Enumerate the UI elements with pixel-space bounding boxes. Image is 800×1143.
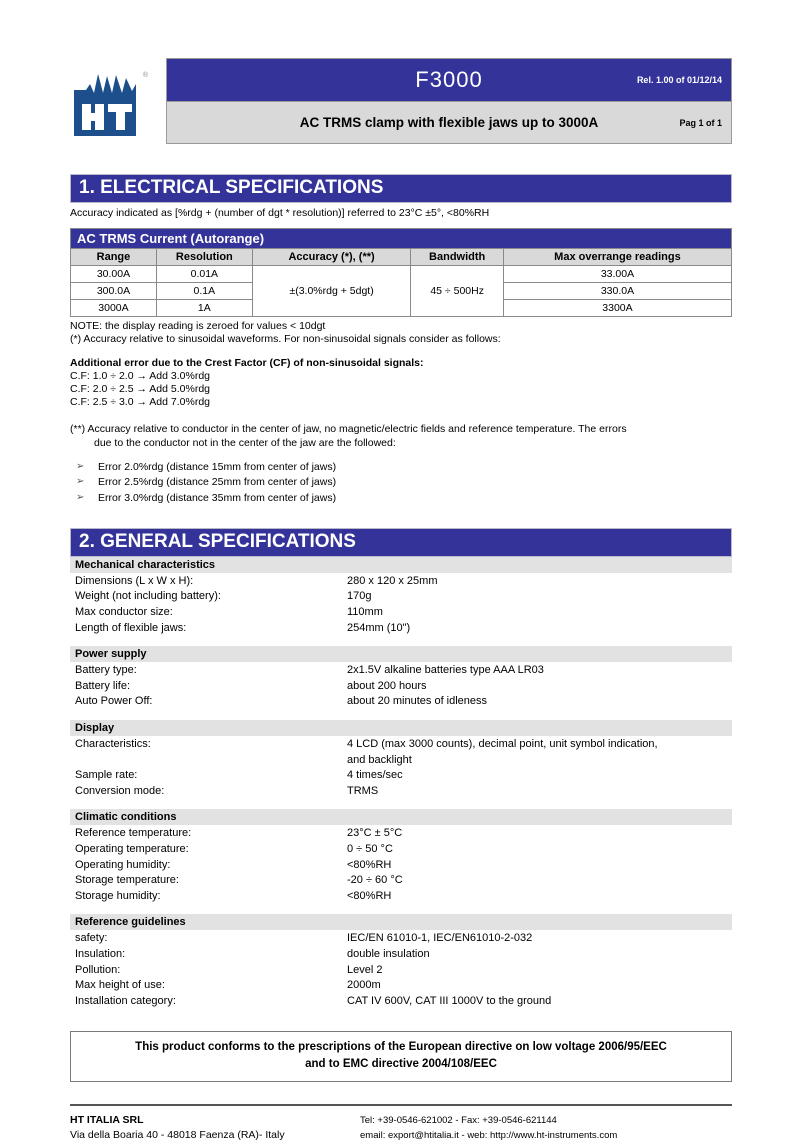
spec-label: Pollution: (75, 963, 121, 976)
section-heading-electrical: 1. ELECTRICAL SPECIFICATIONS (70, 174, 732, 203)
spec-row (70, 768, 732, 784)
spec-label: Sample rate: (75, 769, 138, 782)
title-block (166, 58, 732, 144)
contact-phone-fax: Tel: +39-0546-621002 - Fax: +39-0546-621144 (360, 1114, 557, 1126)
cell-resolution: 1A (156, 299, 252, 316)
list-item (70, 460, 732, 475)
crest-factor-line: C.F: 1.0 ÷ 2.0 → Add 3.0%rdg (70, 369, 211, 382)
section-heading-general: 2. GENERAL SPECIFICATIONS (70, 528, 732, 557)
spec-row (70, 737, 732, 768)
spec-value: 4 times/sec (347, 769, 403, 782)
arrow-bullet-icon: ➢ (76, 491, 85, 503)
spec-value: 0 ÷ 50 °C (347, 843, 393, 855)
registered-trademark-icon: ® (142, 72, 148, 79)
footer-divider (70, 1104, 732, 1106)
conformity-line2: and to EMC directive 2004/108/EEC (305, 1058, 497, 1071)
spec-label: Auto Power Off: (75, 695, 153, 708)
group-rows-mechanical (70, 574, 732, 636)
group-heading-reference-guidelines: Reference guidelines (70, 914, 732, 930)
group-heading-climatic: Climatic conditions (70, 809, 732, 825)
conformity-box (70, 1031, 732, 1081)
column-header-resolution: Resolution (156, 248, 252, 265)
group-rows-display (70, 737, 732, 799)
spec-row (70, 694, 732, 710)
spec-label: Dimensions (L x W x H): (75, 574, 194, 587)
list-item (70, 491, 732, 506)
spec-label: Weight (not including battery): (75, 590, 221, 603)
cell-range: 300.0A (71, 282, 157, 299)
spec-label: Storage humidity: (75, 889, 161, 902)
spec-label: Battery life: (75, 679, 131, 692)
arrow-bullet-icon: ➢ (76, 476, 85, 488)
cell-overrange: 3300A (503, 299, 731, 316)
spec-label: Characteristics: (75, 737, 151, 750)
cell-resolution: 0.1A (156, 282, 252, 299)
group-rows-power-supply (70, 663, 732, 710)
footer-contact-block (360, 1113, 732, 1143)
spec-row (70, 621, 732, 637)
title-top-bar (167, 59, 731, 101)
cell-overrange: 33.00A (503, 265, 731, 282)
masthead (70, 58, 732, 144)
spec-label: Operating humidity: (75, 858, 171, 871)
product-subtitle: AC TRMS clamp with flexible jaws up to 3000A (299, 115, 599, 130)
spec-value: 23°C ± 5°C (347, 827, 403, 840)
column-header-accuracy: Accuracy (*), (**) (252, 248, 411, 265)
crest-factor-line: C.F: 2.0 ÷ 2.5 → Add 5.0%rdg (70, 382, 211, 395)
list-item-label: Error 2.0%rdg (distance 15mm from center of jaws) (98, 461, 337, 474)
spec-row (70, 784, 732, 800)
spec-row (70, 931, 732, 947)
table-row (71, 265, 732, 282)
spec-value: TRMS (347, 784, 379, 797)
spec-row (70, 963, 732, 979)
spec-label: Max height of use: (75, 979, 165, 992)
contact-email-web: email: export@htitalia.it - web: http://www.ht-instruments.com (360, 1129, 618, 1141)
spec-value: 110mm (347, 605, 383, 618)
spec-label: Installation category: (75, 994, 176, 1007)
spec-label: safety: (75, 932, 108, 945)
footer (70, 1113, 732, 1143)
spec-label: Storage temperature: (75, 874, 179, 887)
arrow-bullet-icon: ➢ (76, 461, 85, 473)
title-bottom-bar (167, 101, 731, 143)
group-heading-mechanical: Mechanical characteristics (70, 557, 732, 573)
table-header-row (71, 248, 732, 265)
spec-value (347, 737, 732, 768)
note-conductor-line1: (**) Accuracy relative to conductor in the center of jaw, no magnetic/electric fields and reference temperature. The errors (70, 422, 627, 435)
ac-trms-current-table (70, 248, 732, 317)
conductor-error-list (70, 460, 732, 506)
spec-value: 2x1.5V alkaline batteries type AAA LR03 (347, 664, 544, 677)
spec-value-line2: and backlight (347, 753, 412, 766)
note-conductor-line2: due to the conductor not in the center of the jaw are the followed: (94, 437, 396, 450)
product-model: F3000 (415, 67, 483, 92)
spec-value: <80%RH (347, 858, 392, 871)
cell-bandwidth-merged: 45 ÷ 500Hz (411, 265, 504, 316)
spec-row (70, 663, 732, 679)
spec-value-line1: 4 LCD (max 3000 counts), decimal point, unit symbol indication, (347, 737, 658, 750)
spec-value: -20 ÷ 60 °C (347, 874, 403, 887)
spec-value: 2000m (347, 979, 381, 992)
brand-logo (70, 58, 166, 144)
list-item (70, 475, 732, 490)
cell-range: 3000A (71, 299, 157, 316)
group-heading-display: Display (70, 720, 732, 736)
column-header-range: Range (71, 248, 157, 265)
spec-value: double insulation (347, 948, 430, 961)
spec-value: about 200 hours (347, 679, 427, 692)
ht-logo-icon (70, 60, 148, 138)
group-heading-power-supply: Power supply (70, 646, 732, 662)
spec-value: 280 x 120 x 25mm (347, 574, 438, 587)
spec-row (70, 994, 732, 1010)
column-header-bandwidth: Bandwidth (411, 248, 504, 265)
spec-row (70, 947, 732, 963)
accuracy-definition-note: Accuracy indicated as [%rdg + (number of dgt * resolution)] referred to 23°C ±5°, <80%RH (70, 206, 490, 219)
spec-row (70, 889, 732, 905)
spec-row (70, 858, 732, 874)
spec-label: Conversion mode: (75, 784, 165, 797)
note-zeroed-reading: NOTE: the display reading is zeroed for values < 10dgt (70, 319, 326, 332)
spec-label: Length of flexible jaws: (75, 621, 187, 634)
column-header-max-overrange: Max overrange readings (503, 248, 731, 265)
crest-factor-line: C.F: 2.5 ÷ 3.0 → Add 7.0%rdg (70, 395, 211, 408)
company-name: HT ITALIA SRL (70, 1113, 144, 1126)
list-item-label: Error 2.5%rdg (distance 25mm from center of jaws) (98, 476, 337, 489)
spec-label: Operating temperature: (75, 843, 189, 855)
ht-logo-svg (70, 60, 142, 138)
note-conductor-position (70, 422, 732, 450)
spec-value: 254mm (10") (347, 621, 411, 634)
page-content (70, 0, 732, 1143)
group-rows-climatic (70, 826, 732, 904)
spec-label: Max conductor size: (75, 605, 173, 618)
group-rows-reference-guidelines (70, 931, 732, 1009)
table-title-ac-trms-current: AC TRMS Current (Autorange) (70, 228, 732, 248)
spec-value: CAT IV 600V, CAT III 1000V to the ground (347, 994, 552, 1007)
spec-label: Insulation: (75, 948, 126, 961)
spec-value: 170g (347, 590, 372, 603)
conformity-line1: This product conforms to the prescriptions of the European directive on low voltage 2006/95/EEC (135, 1041, 667, 1054)
spec-label: Battery type: (75, 664, 137, 677)
spec-row (70, 589, 732, 605)
footer-company-block (70, 1113, 360, 1143)
spec-value: Level 2 (347, 963, 383, 976)
cell-resolution: 0.01A (156, 265, 252, 282)
spec-row (70, 574, 732, 590)
spec-row (70, 873, 732, 889)
spec-row (70, 605, 732, 621)
page-indicator: Pag 1 of 1 (679, 117, 722, 128)
cell-accuracy-merged: ±(3.0%rdg + 5dgt) (252, 265, 411, 316)
spec-value: IEC/EN 61010-1, IEC/EN61010-2-032 (347, 932, 533, 945)
spec-label: Reference temperature: (75, 827, 192, 840)
cell-range: 30.00A (71, 265, 157, 282)
spec-value: <80%RH (347, 889, 392, 902)
spec-row (70, 826, 732, 842)
spec-row (70, 679, 732, 695)
spec-row (70, 978, 732, 994)
spec-value: about 20 minutes of idleness (347, 695, 488, 708)
company-address: Via della Boaria 40 - 48018 Faenza (RA)- Italy (70, 1129, 285, 1142)
note-sinusoidal-accuracy: (*) Accuracy relative to sinusoidal waveforms. For non-sinusoidal signals consider as follows: (70, 332, 501, 345)
cell-overrange: 330.0A (503, 282, 731, 299)
release-info: Rel. 1.00 of 01/12/14 (636, 75, 722, 85)
crest-factor-heading: Additional error due to the Crest Factor (CF) of non-sinusoidal signals: (70, 356, 424, 369)
spec-row (70, 842, 732, 858)
list-item-label: Error 3.0%rdg (distance 35mm from center of jaws) (98, 491, 337, 504)
